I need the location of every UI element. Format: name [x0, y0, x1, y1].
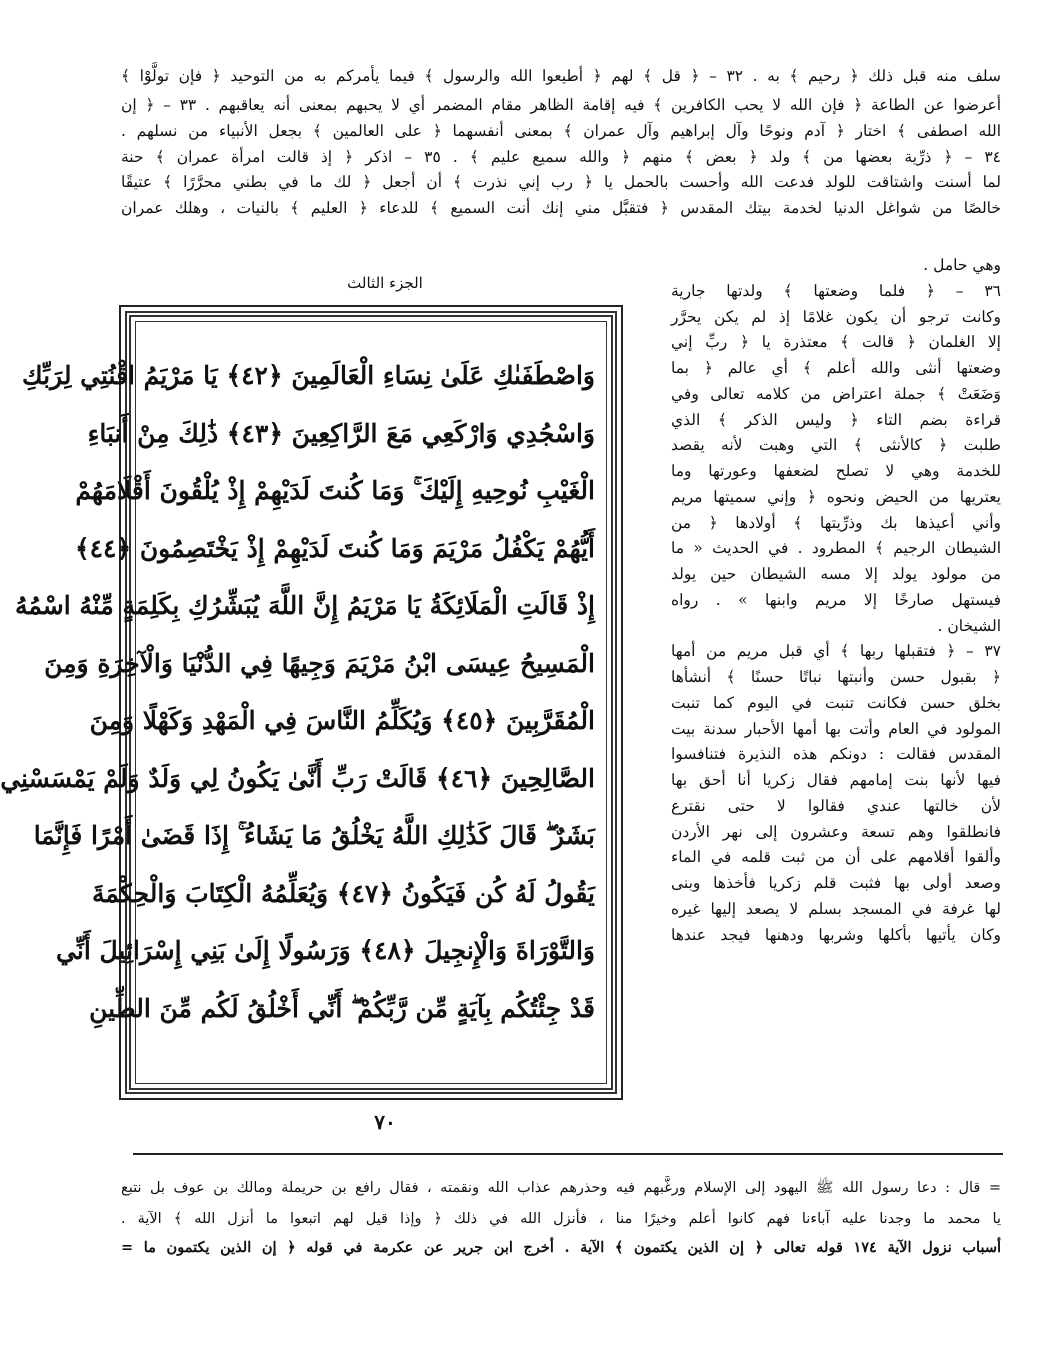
text-line: وأني أعيذها بك وذرِّيتها ﴾ أولادها ﴿ من	[671, 513, 1001, 532]
text-line: وضعتها أنثى والله أعلم ﴾ أي عالم ﴿ بما	[671, 359, 1001, 377]
text-line: سلف منه قبل ذلك ﴿ رحيم ﴾ به . ٣٢ – ﴿ قل ﴾ لهم ﴿ أطيعوا الله والرسول ﴾ فيما يأمركم به من التوحيد ﴿ فإن تولَّوْا ﴾	[121, 67, 1001, 85]
footnote-line: أسباب نزول الآية ١٧٤ قوله تعالى ﴿ إن الذين يكتمون ﴾ الآية . أخرج ابن جرير عن عكرمة في قوله ﴿ إن الذين يكتمون ما =	[121, 1239, 1001, 1256]
text-line: المولود في العام وأتت بها أمها الأحبار سدنة بيت	[671, 719, 1001, 738]
text-line: وألقوا أقلامهم على أن من ثبت قلمه في الماء	[671, 848, 1001, 867]
verse-line: الصَّالِحِينَ ﴿٤٦﴾ قَالَتْ رَبِّ أَنَّىٰ يَكُونُ لِي وَلَدٌ وَلَمْ يَمْسَسْنِي	[0, 763, 595, 793]
side-commentary	[671, 255, 1001, 950]
text-line: بخلق حسن فكانت تنبت في اليوم كما تنبت	[671, 693, 1001, 712]
verse-line: الْمَسِيحُ عِيسَى ابْنُ مَرْيَمَ وَجِيهًا فِي الدُّنْيَا وَالْآخِرَةِ وَمِنَ	[44, 648, 595, 678]
verse-block	[0, 347, 595, 1037]
text-line: وكان يأتيها بأكلها وشربها ودهنها فيجد عندها	[671, 925, 1001, 944]
text-line: وَضَعَتْ ﴾ جملة اعتراض من كلامه تعالى وفي	[671, 384, 1001, 403]
page-number: ٧٠	[374, 1110, 396, 1134]
text-line: فانطلقوا وهم تسعة وعشرون إلى نهر الأردن	[671, 822, 1001, 841]
text-line: يعتريها من الحيض ونحوه ﴿ وإني سميتها مريم	[671, 487, 1001, 506]
verse-line: وَاصْطَفَىٰكِ عَلَىٰ نِسَاءِ الْعَالَمِينَ ﴿٤٢﴾ يَا مَرْيَمُ اقْنُتِي لِرَبِّكِ	[22, 361, 595, 390]
verse-line: بَشَرٌ ۖ قَالَ كَذَٰلِكِ اللَّهُ يَخْلُقُ مَا يَشَاءُ ۚ إِذَا قَضَىٰ أَمْرًا فَإِنَّمَا	[33, 821, 595, 850]
text-line: المقدس فقالت : دونكم هذه النذيرة فتنافسوا	[671, 745, 1001, 764]
text-line: ٣٧ – ﴿ فتقبلها ربها ﴾ أي قبل مريم من أمها	[671, 642, 1001, 661]
text-line: ٣٦ – ﴿ فلما وضعتها ﴾ ولدتها جارية	[671, 281, 1001, 300]
text-line: ﴿ بقبول حسن وأنبتها نباتًا حسنًا ﴾ أنشأها	[671, 668, 1001, 686]
quran-frame	[0, 305, 623, 1100]
text-line: فيها لأنها بنت إمامهم فقال زكريا أنا أحق بها	[671, 771, 1001, 789]
text-line: وكانت ترجو أن يكون غلامًا إذ لم يكن يحرَّر	[671, 307, 1001, 326]
text-line: فيستهل صارخًا إلا مريم وابنها » . رواه	[671, 590, 1001, 609]
text-line: قراءة بضم التاء ﴿ وليس الذكر ﴾ الذي	[671, 410, 1001, 429]
text-line: إلا الغلمان ﴿ قالت ﴾ معتذرة يا ﴿ ربِّ إني	[671, 333, 1001, 352]
verse-line: إِذْ قَالَتِ الْمَلَائِكَةُ يَا مَرْيَمُ إِنَّ اللَّهَ يُبَشِّرُكِ بِكَلِمَةٍ مِّنْهُ اسْمُهُ	[14, 591, 595, 620]
text-line: وصعد أولى بها فثبت قلم زكريا فأخذها وبنى	[671, 874, 1001, 892]
text-line: خالصًا من شواغل الدنيا لخدمة بيتك المقدس ﴿ فتقبَّل مني إنك أنت السميع ﴾ للدعاء ﴿ العليم ﴾ بالنيات ، وهلك عمران	[121, 199, 1001, 217]
verse-line: وَالتَّوْرَاةَ وَالْإِنجِيلَ ﴿٤٨﴾ وَرَسُولًا إِلَىٰ بَنِي إِسْرَائِيلَ أَنِّي	[56, 936, 595, 965]
text-line: الشيخان .	[937, 616, 1001, 635]
footnote-line: = قال : دعا رسول الله ﷺ اليهود إلى الإسلام ورغَّبهم فيه وحذرهم عذاب الله ونقمته ، فقال رافع بن حريملة ومالك بن عوف بل نتبع	[121, 1180, 1001, 1196]
text-line: من مولود يولد إلا مسه الشيطان حين يولد	[671, 565, 1001, 583]
verse-line: يَقُولُ لَهُ كُن فَيَكُونُ ﴿٤٧﴾ وَيُعَلِّمُهُ الْكِتَابَ وَالْحِكْمَةَ	[91, 878, 595, 908]
text-line: ٣٤ – ﴿ ذرِّية بعضها من ﴾ ولد ﴿ بعض ﴾ منهم ﴿ والله سميع عليم ﴾ . ٣٥ – اذكر ﴿ إذ قالت امرأة عمران ﴾ حنة	[121, 148, 1001, 166]
text-line: الله اصطفى ﴾ اختار ﴿ آدم ونوحًا وآل إبراهيم وآل عمران ﴾ بمعنى أنفسهما ﴿ على العالمين ﴾ بجعل الأنبياء من نسلهم .	[121, 122, 1001, 140]
verse-line: أَيُّهُمْ يَكْفُلُ مَرْيَمَ وَمَا كُنتَ لَدَيْهِمْ إِذْ يَخْتَصِمُونَ ﴿٤٤﴾	[74, 533, 595, 563]
text-line: للخدمة وهي لا تصلح لضعفها وعورتها وما	[671, 462, 1001, 480]
text-line: أعرضوا عن الطاعة ﴿ فإن الله لا يحب الكافرين ﴾ فيه إقامة الظاهر مقام المضمر أي لا يحبهم بمعنى أنه يعاقبهم . ٣٣ – ﴿ إن	[121, 96, 1001, 114]
text-line: لأن خالتها عندي فقالوا لا حتى نقترع	[671, 796, 1001, 815]
verse-line: الْغَيْبِ نُوحِيهِ إِلَيْكَ ۚ وَمَا كُنتَ لَدَيْهِمْ إِذْ يُلْقُونَ أَقْلَامَهُمْ	[75, 476, 595, 505]
verse-line: قَدْ جِئْتُكُم بِآيَةٍ مِّن رَّبِّكُمْ ۖ أَنِّي أَخْلُقُ لَكُم مِّنَ الطِّينِ	[89, 993, 595, 1023]
text-line: لها غرفة في المسجد بسلم لا يصعد إليها غيره	[671, 899, 1001, 918]
text-line: وهي حامل .	[923, 256, 1001, 274]
footnote-divider	[133, 1153, 1003, 1155]
text-line: لما أسنت واشتاقت للولد فدعت الله وأحست بالحمل يا ﴿ رب إني نذرت ﴾ أن أجعل ﴿ لك ما في بطني محرَّرًا ﴾ عتيقًا	[121, 173, 1001, 191]
footnote-line: يا محمد ما وجدنا عليه آباءنا فهم كانوا أعلم وخيرًا منا ، فأنزل الله في ذلك ﴿ وإذا قيل لهم اتبعوا ما أنزل الله ﴾ الآية .	[121, 1211, 1001, 1227]
verse-line: وَاسْجُدِي وَارْكَعِي مَعَ الرَّاكِعِينَ ﴿٤٣﴾ ذَٰلِكَ مِنْ أَنبَاءِ	[87, 418, 595, 448]
text-line: طلبت ﴿ كالأنثى ﴾ التي وهبت لأنه يقصد	[671, 436, 1001, 455]
text-line: الشيطان الرجيم ﴾ المطرود . في الحديث « ما	[671, 539, 1001, 558]
verse-line: الْمُقَرَّبِينَ ﴿٤٥﴾ وَيُكَلِّمُ النَّاسَ فِي الْمَهْدِ وَكَهْلًا وَمِنَ	[89, 706, 595, 735]
running-head: الجزء الثالث	[347, 274, 423, 292]
